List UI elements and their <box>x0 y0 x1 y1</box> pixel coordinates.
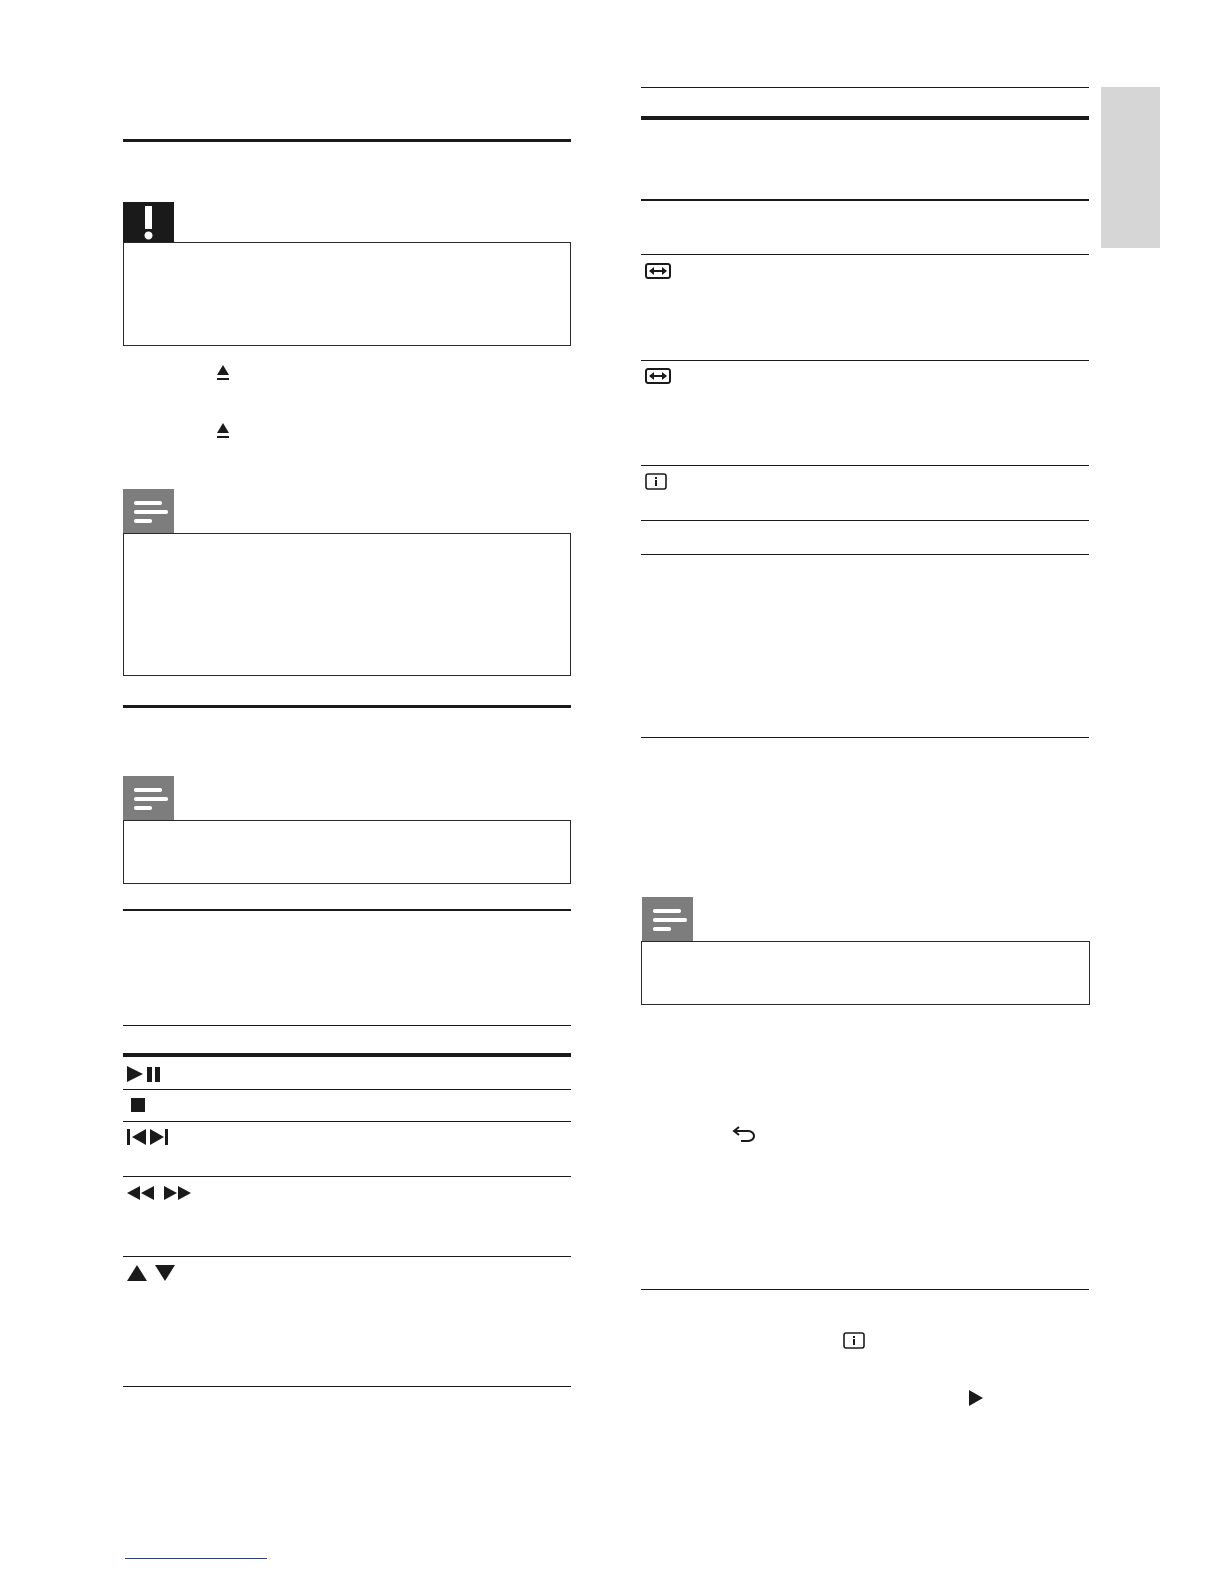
table-bottom-rule <box>123 1386 571 1387</box>
note-box <box>123 820 571 884</box>
eject-icon <box>216 364 230 386</box>
back-icon <box>731 1124 757 1146</box>
section-top-rule <box>641 87 1089 88</box>
table-row-rule <box>641 465 1089 466</box>
note-badge <box>123 776 174 821</box>
previous-next-icon <box>126 1128 170 1150</box>
note-box <box>641 941 1090 1005</box>
caution-box <box>123 242 571 346</box>
table-top-rule <box>641 199 1089 201</box>
eject-icon <box>216 422 230 444</box>
table-bottom-rule <box>641 737 1089 738</box>
stop-icon <box>131 1098 145 1116</box>
aspect-ratio-icon <box>645 368 671 388</box>
section-rule <box>123 705 571 708</box>
table-row-rule <box>123 1256 571 1257</box>
section-rule <box>641 1289 1089 1290</box>
table-row-rule <box>641 360 1089 361</box>
table-header-rule <box>123 1053 571 1057</box>
table-row-rule <box>641 520 1089 521</box>
note-lines-icon <box>642 897 693 942</box>
exclamation-icon <box>123 202 174 243</box>
info-icon <box>645 473 667 495</box>
note-badge <box>642 897 693 942</box>
table-top-rule <box>641 554 1089 555</box>
fast-forward-icon <box>162 1185 192 1205</box>
table-header-rule <box>641 254 1089 255</box>
rewind-icon <box>126 1185 156 1205</box>
note-badge <box>123 489 174 534</box>
play-pause-icon <box>126 1064 164 1088</box>
table-row-rule <box>123 1176 571 1177</box>
up-icon <box>126 1264 148 1286</box>
footer-link-underline <box>125 1558 267 1559</box>
section-rule <box>123 139 571 142</box>
language-tab <box>1101 87 1160 248</box>
note-lines-icon <box>123 776 174 821</box>
table-row-rule <box>123 1089 571 1090</box>
note-lines-icon <box>123 489 174 534</box>
section-heading-rule <box>641 116 1089 120</box>
table-row-rule <box>123 1121 571 1122</box>
caution-badge <box>123 202 174 243</box>
note-box <box>123 533 571 676</box>
down-icon <box>154 1264 176 1286</box>
info-icon <box>843 1332 865 1354</box>
section-rule <box>123 909 571 911</box>
aspect-ratio-icon <box>645 263 671 283</box>
play-icon <box>968 1389 984 1411</box>
table-top-rule <box>123 1025 571 1026</box>
